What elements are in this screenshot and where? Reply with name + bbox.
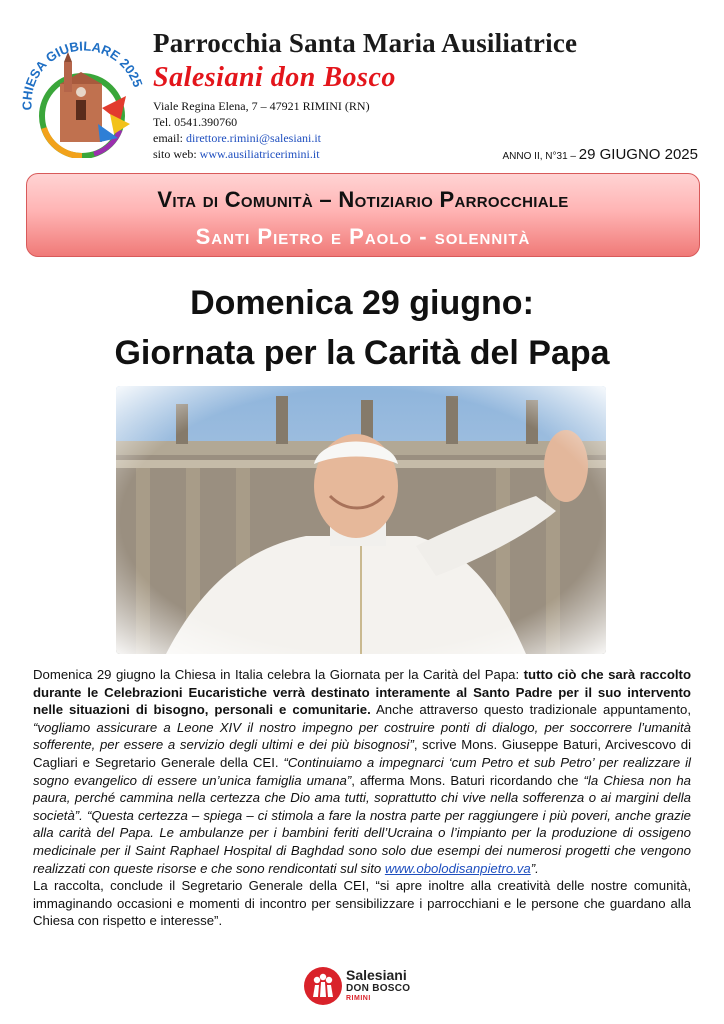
quote-2: “Continuiamo a impegnarci ‘cum Petro et sub Petro’ per realizzare il sogno evangelico di essere un’unica famiglia umana” [33, 754, 691, 788]
article-text-c: , afferma Mons. Baturi ricordando che [351, 772, 584, 788]
headline [0, 278, 724, 378]
footer-logo-line-2: DON BOSCO [346, 983, 411, 994]
banner-title: Vita di Comunità – Notiziario Parrocchiale [157, 187, 569, 212]
headline-line-2: Giornata per la Carità del Papa [114, 334, 610, 372]
salesiani-footer-logo [304, 965, 424, 1007]
order-name: Salesiani don Bosco [153, 62, 396, 93]
address: Viale Regina Elena, 7 – 47921 RIMINI (RN) [153, 99, 370, 113]
web-line [153, 146, 370, 162]
contact-block [153, 98, 370, 162]
footer-logo-line-3: RIMINI [346, 995, 371, 1002]
email-label: email: [153, 131, 183, 145]
issue-info [503, 146, 698, 163]
article-bold-text: tutto ciò che sarà raccolto durante le Celebrazioni Eucaristiche verrà destinato interamente al Santo Padre per il suo intervento nelle situazioni di bisogno, personali e comunitarie. [33, 667, 691, 718]
article-text-b: , scrive Mons. Giuseppe Baturi, Arcivescovo di Cagliari e Segretario Generale della CEI. [33, 737, 692, 770]
parish-name: Parrocchia Santa Maria Ausiliatrice [153, 28, 578, 58]
issue-number: ANNO II, N°31 – [502, 151, 576, 162]
quote-1: “vogliamo assicurare a Leone XIV il nostro impegno per costruire ponti di dialogo, per soccorrere l’umanità sofferente, per essere a servizio degli ultimi e dei più bisognosi” [33, 719, 691, 753]
banner-subtitle: Santi Pietro e Paolo - solennità [195, 224, 531, 249]
web-label: sito web: [153, 147, 197, 161]
article-paragraph-2: La raccolta, conclude il Segretario Generale della CEI, “si apre inoltre alla creatività delle nostre comunità, immaginando occasioni e momenti di incontro per sensibilizzare i parrocchiani e le persone che guardano alla Chiesa con rispetto e interesse”. [33, 878, 691, 929]
email-line [153, 130, 370, 146]
salesiani-emblem-icon [304, 967, 342, 1005]
jubilee-church-logo [14, 38, 154, 158]
obolo-link[interactable]: www.obolodisanpietro.va [384, 860, 531, 876]
footer-logo-line-1: Salesiani [346, 967, 407, 983]
phone: Tel. 0541.390760 [153, 115, 238, 129]
quote-3: “la Chiesa non ha paura, perché cammina nella certezza che Dio ama tutti, soprattutto chi vive nella sofferenza o ai margini della società”. “Questa certezza – spiega – ci stimola a fare la nostra parte per raggiungere i più poveri, anche grazie alla carità del Papa. Le ambulanze per i bambini feriti dell’Ucraina o l’impianto per la produzione di ossigeno medicinale per il Saint Raphael Hospital di Baghdad sono solo due esempi dei numerosi progetti che vengono realizzati con queste risorse e che sono rendicontati sul sito [33, 772, 691, 876]
article-paragraph-1 [33, 666, 691, 877]
website-link[interactable]: www.ausiliatricerimini.it [199, 147, 320, 161]
headline-line-1: Domenica 29 giugno: [190, 284, 534, 322]
pope-photo [116, 386, 606, 654]
section-banner [26, 173, 700, 257]
logo-arc-text: CHIESA GIUBILARE 2025 [19, 38, 146, 111]
article-body [33, 666, 691, 930]
article-text-a: Anche attraverso questo tradizionale appuntamento, [370, 702, 691, 718]
email-link[interactable]: direttore.rimini@salesiani.it [186, 131, 322, 145]
issue-date: 29 GIUGNO 2025 [578, 146, 698, 163]
quote-3-end: ”. [530, 860, 539, 876]
article-intro: Domenica 29 giugno la Chiesa in Italia celebra la Giornata per la Carità del Papa: [33, 667, 524, 682]
